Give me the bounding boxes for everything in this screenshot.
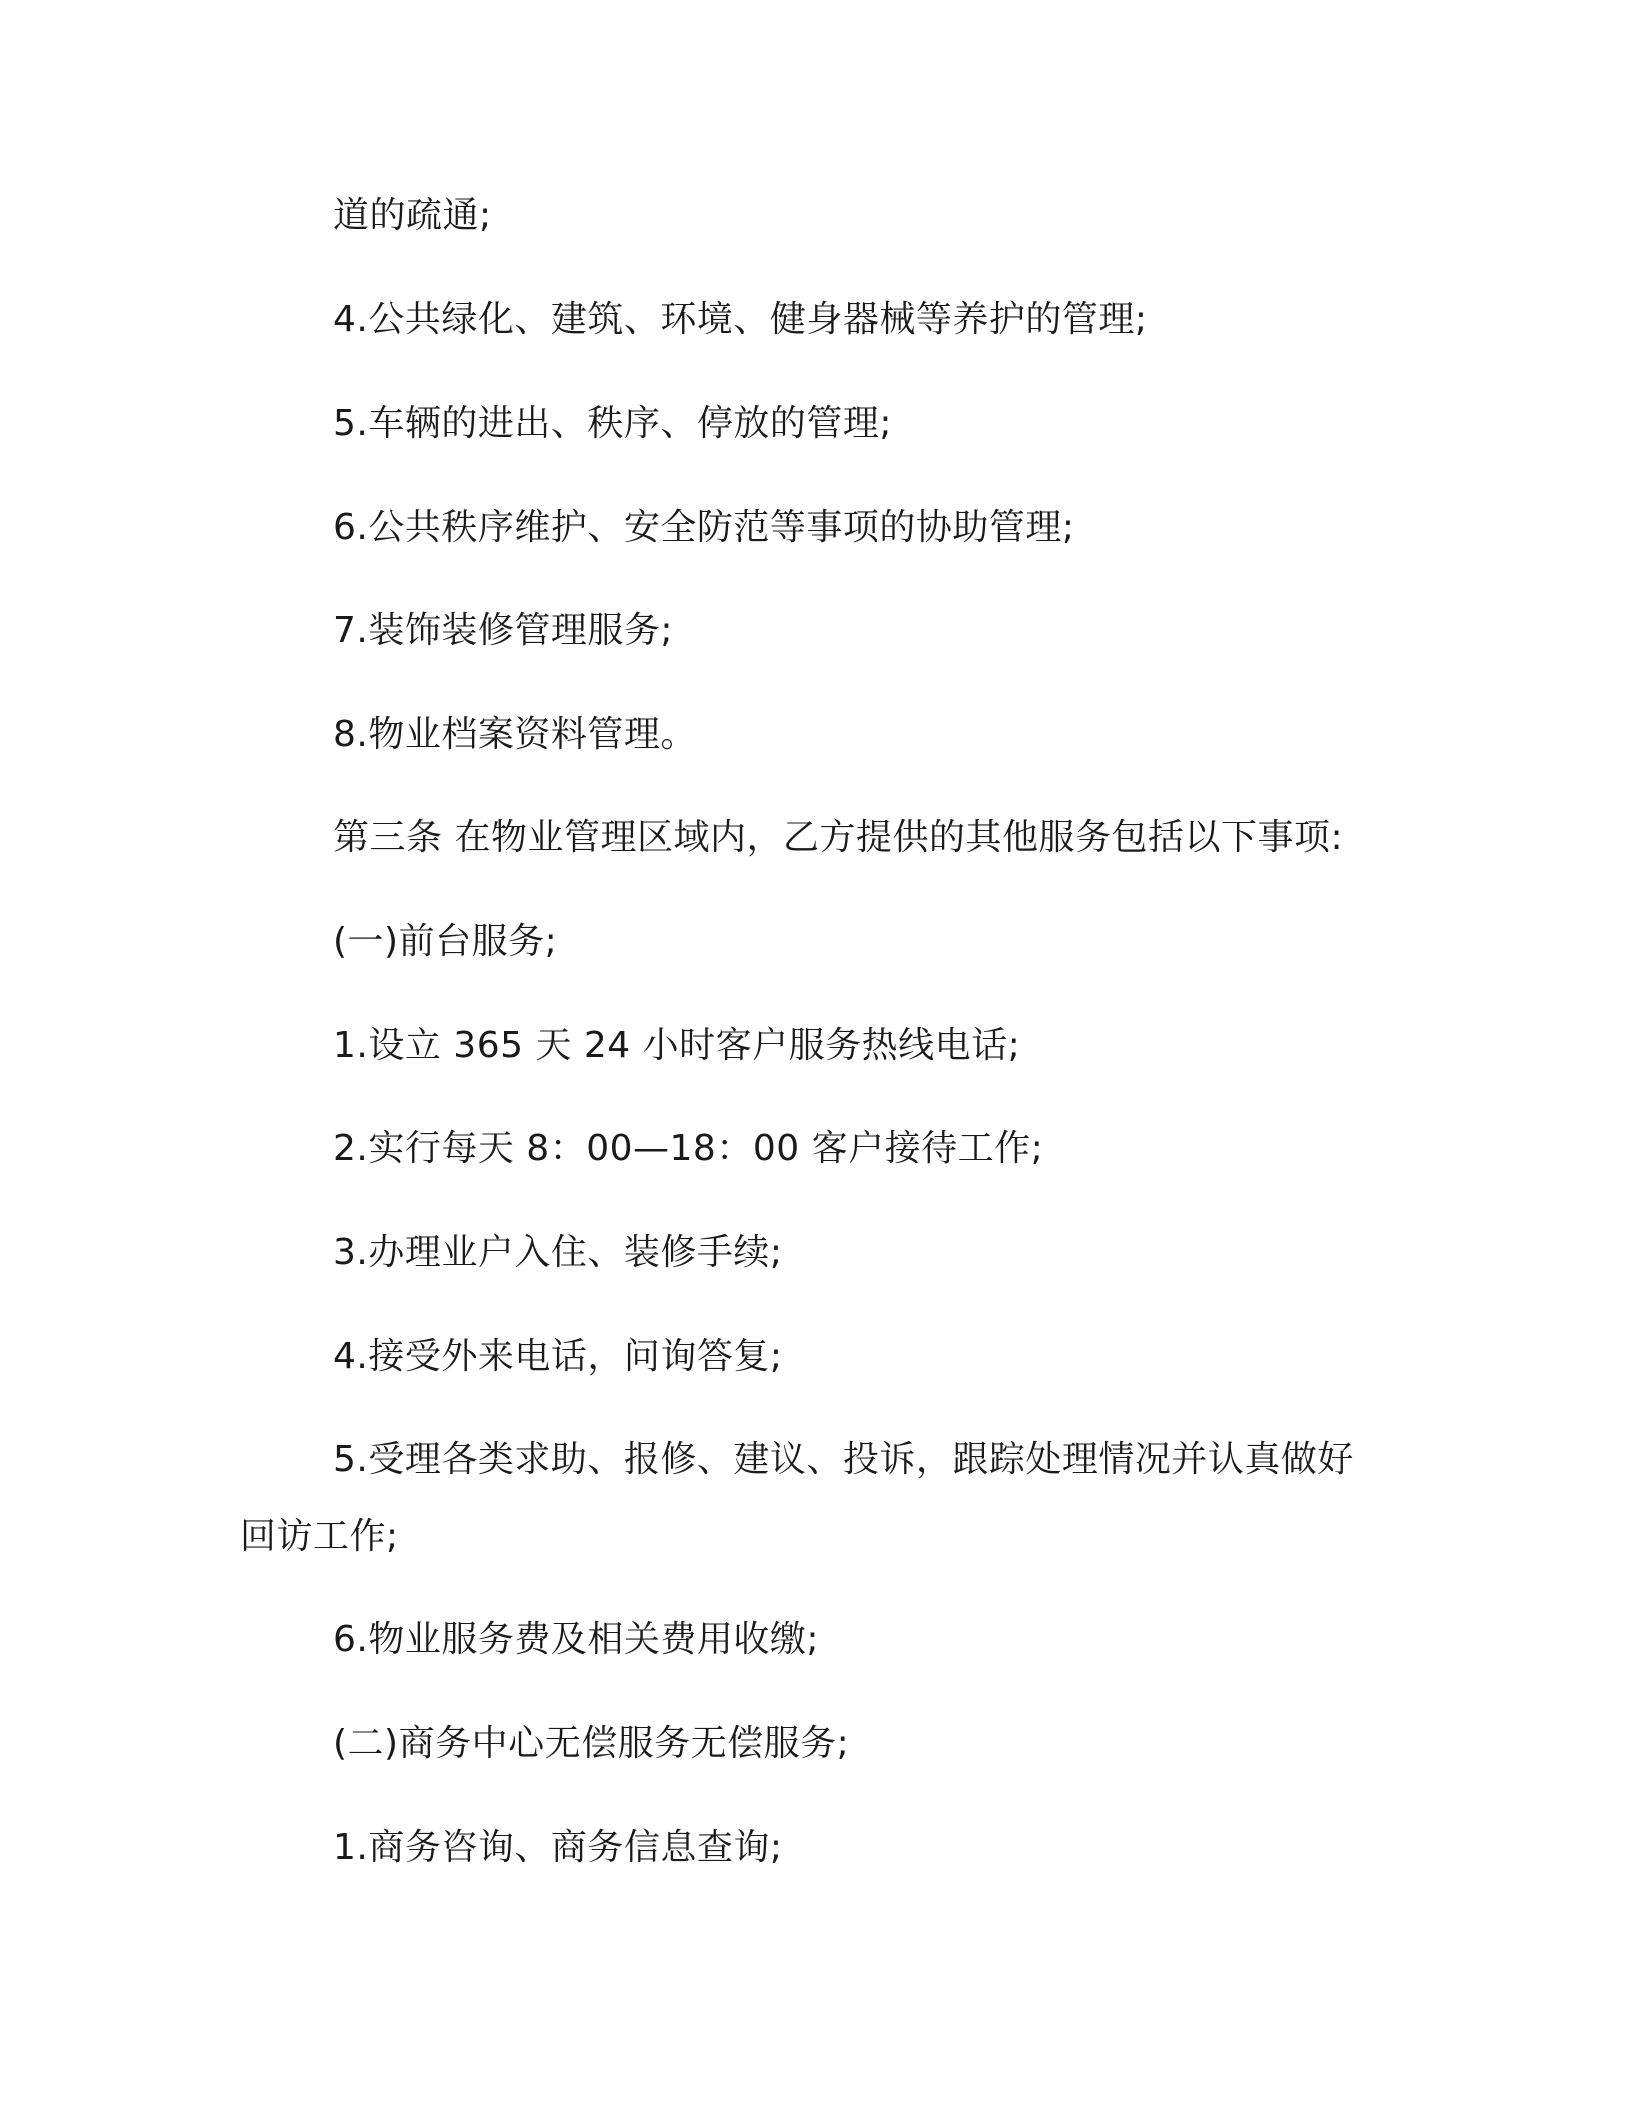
list-item: 6.物业服务费及相关费用收缴; xyxy=(333,1619,819,1660)
list-item: 8.物业档案资料管理。 xyxy=(333,714,697,755)
list-item: 7.装饰装修管理服务; xyxy=(333,610,673,651)
paragraph-line: 道的疏通; xyxy=(333,195,492,236)
section-heading: (一)前台服务; xyxy=(333,921,558,962)
list-item: 4.接受外来电话，问询答复; xyxy=(333,1336,783,1377)
list-item: 2.实行每天 8：00—18：00 客户接待工作; xyxy=(333,1128,1044,1169)
list-item: 3.办理业户入住、装修手续; xyxy=(333,1232,783,1273)
list-item: 1.商务咨询、商务信息查询; xyxy=(333,1827,783,1868)
section-heading: (二)商务中心无偿服务无偿服务; xyxy=(333,1723,850,1764)
list-item: 6.公共秩序维护、安全防范等事项的协助管理; xyxy=(333,507,1075,548)
list-item: 5.受理各类求助、报修、建议、投诉，跟踪处理情况并认真做好 xyxy=(333,1439,1354,1480)
list-item-continuation: 回访工作; xyxy=(240,1516,399,1557)
list-item: 4.公共绿化、建筑、环境、健身器械等养护的管理; xyxy=(333,299,1148,340)
article-heading: 第三条 在物业管理区域内，乙方提供的其他服务包括以下事项: xyxy=(333,817,1344,858)
list-item: 1.设立 365 天 24 小时客户服务热线电话; xyxy=(333,1025,1021,1066)
list-item: 5.车辆的进出、秩序、停放的管理; xyxy=(333,403,892,444)
